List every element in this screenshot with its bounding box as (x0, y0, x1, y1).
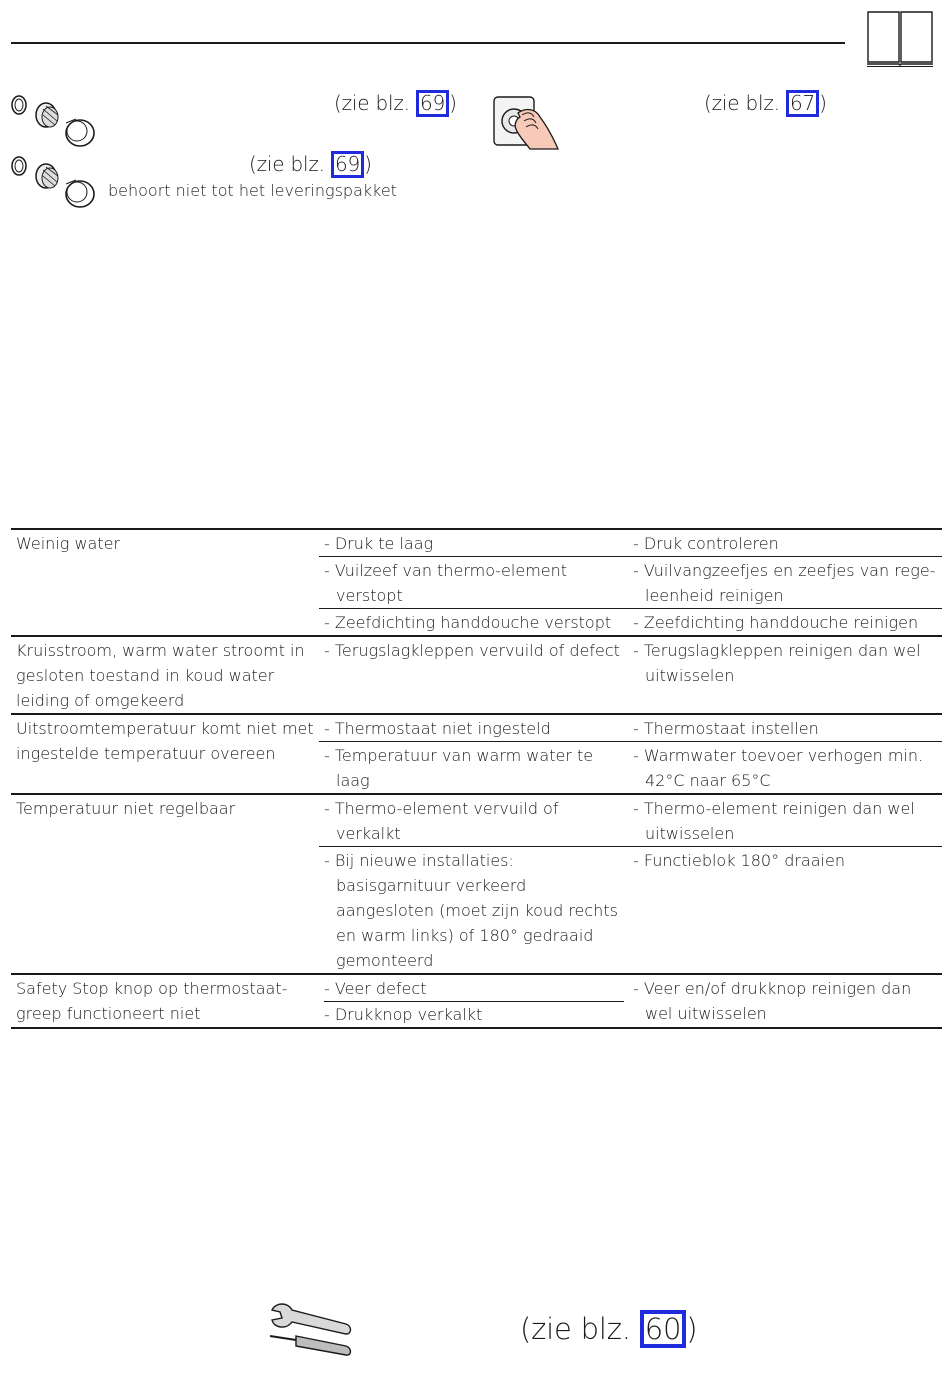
cause-cell (319, 609, 628, 637)
open-book-icon (866, 10, 934, 68)
problem-cell: Weinig water (11, 529, 319, 636)
solution-text: - Warmwater toevoer verhogen min. 42°C naar 65°C (633, 746, 924, 790)
table-row (11, 974, 942, 1028)
cause-text: - Temperatuur van warm water te laag (324, 746, 594, 790)
cause-cell (319, 974, 628, 1028)
cause-cell (319, 742, 628, 795)
page-reference (249, 151, 372, 178)
problem-cell: Safety Stop knop op thermostaat-greep functioneert niet (11, 974, 319, 1028)
cause-text: - Zeefdichting handdouche verstopt (324, 613, 612, 632)
solution-cell (628, 794, 942, 847)
top-rule (11, 42, 845, 44)
page-link[interactable]: 67 (786, 90, 819, 117)
cause-cell (319, 794, 628, 847)
wrench-screwdriver-icon (266, 1300, 354, 1358)
supply-note: behoort niet tot het leveringspakket (108, 181, 397, 200)
cause-text: - Vuilzeef van thermo-element verstopt (324, 561, 568, 605)
solution-cell (628, 742, 942, 795)
solution-cell (628, 847, 942, 975)
page-link[interactable]: 69 (416, 90, 449, 117)
page-link[interactable]: 60 (640, 1310, 687, 1348)
hand-turning-knob-icon (492, 91, 564, 151)
reference-suffix: ) (686, 1312, 698, 1346)
solution-text: - Functieblok 180° draaien (633, 851, 845, 870)
cause-text: - Thermostaat niet ingesteld (324, 719, 551, 738)
solution-text: - Druk controleren (633, 534, 779, 553)
reference-suffix: ) (449, 91, 457, 115)
cause-text: - Thermo-element vervuild of verkalkt (324, 799, 559, 843)
cause-text: - Veer defect (324, 976, 624, 1002)
table-row (11, 529, 942, 557)
cause-text: - Terugslagkleppen vervuild of defect (324, 641, 620, 660)
solution-cell (628, 974, 942, 1028)
problem-cell: Uitstroomtemperatuur komt niet met ingestelde temperatuur overeen (11, 714, 319, 794)
table-row (11, 714, 942, 742)
solution-cell (628, 714, 942, 742)
problem-cell: Kruisstroom, warm water stroomt in gesloten toestand in koud water leiding of omgekeerd (11, 636, 319, 714)
cause-text: - Drukknop verkalkt (324, 1005, 483, 1024)
reference-label: (zie blz. (520, 1312, 640, 1346)
troubleshooting-table (11, 528, 942, 1029)
page-reference (704, 90, 827, 117)
filter-parts-icon (10, 93, 96, 149)
solution-text: - Thermostaat instellen (633, 719, 819, 738)
cause-cell (319, 636, 628, 714)
solution-text: - Thermo-element reinigen dan wel uitwisselen (633, 799, 915, 843)
solution-text: - Terugslagkleppen reinigen dan wel uitwisselen (633, 641, 921, 685)
reference-suffix: ) (819, 91, 827, 115)
reference-label: (zie blz. (334, 91, 416, 115)
reference-suffix: ) (364, 152, 372, 176)
cause-cell (319, 557, 628, 609)
solution-text: - Vuilvangzeefjes en zeefjes van rege-leenheid reinigen (633, 561, 936, 605)
reference-label: (zie blz. (249, 152, 331, 176)
solution-cell (628, 557, 942, 609)
problem-cell: Temperatuur niet regelbaar (11, 794, 319, 974)
solution-text: - Veer en/of drukknop reinigen dan wel uitwisselen (633, 979, 912, 1023)
solution-cell (628, 529, 942, 557)
filter-parts-icon (10, 154, 96, 210)
cause-text: - Druk te laag (324, 534, 434, 553)
page-reference (334, 90, 457, 117)
cause-cell (319, 847, 628, 975)
table-row (11, 636, 942, 714)
solution-cell (628, 609, 942, 637)
cause-cell (319, 529, 628, 557)
cause-text: - Bij nieuwe installaties: basisgarnituur verkeerd aangesloten (moet zijn koud rechts en warm links) of 180° gedraaid gemonteerd (324, 851, 618, 970)
solution-text: - Zeefdichting handdouche reinigen (633, 613, 919, 632)
table-row (11, 794, 942, 847)
page-link[interactable]: 69 (331, 151, 364, 178)
cause-cell (319, 714, 628, 742)
reference-label: (zie blz. (704, 91, 786, 115)
solution-cell (628, 636, 942, 714)
page-reference (520, 1310, 697, 1348)
